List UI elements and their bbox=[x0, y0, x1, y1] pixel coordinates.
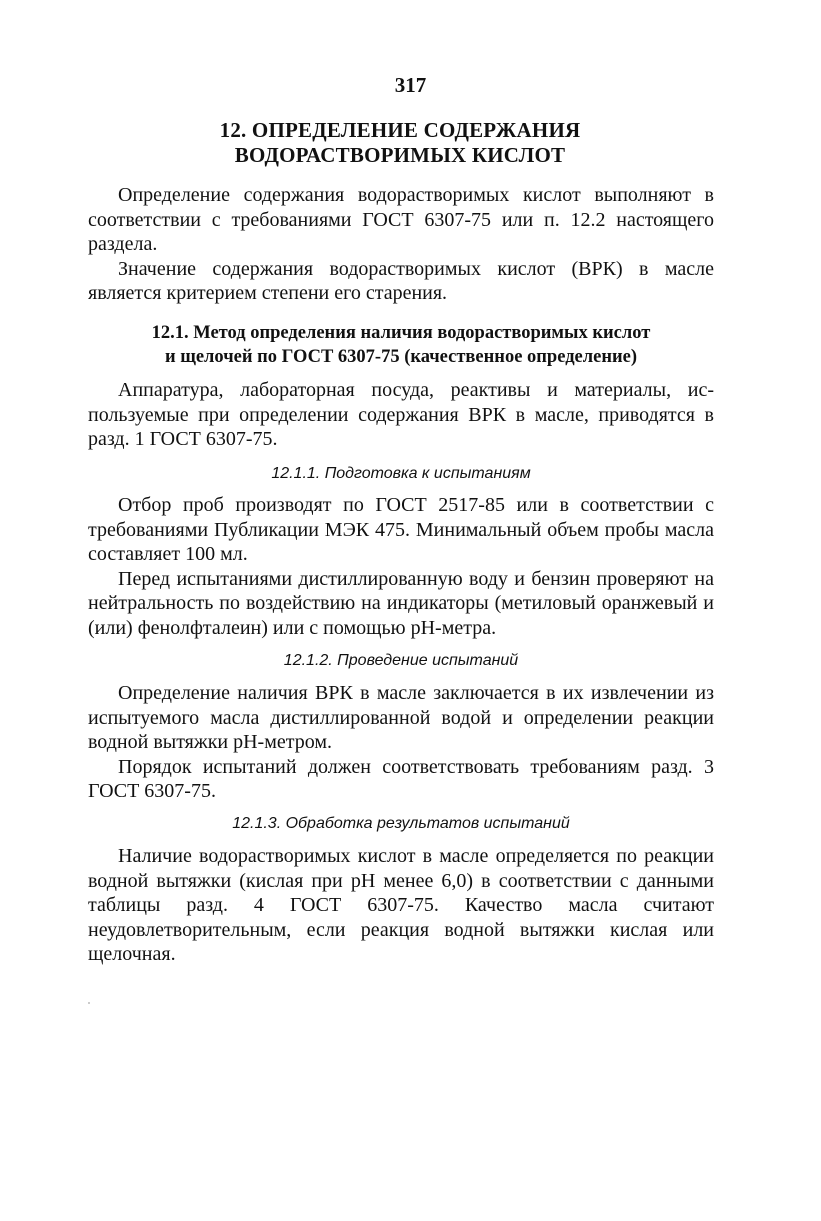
paragraph: Перед испытаниями дистиллированную воду и бензин проверяют на нейтральность по воздействию на индикаторы (метиловый оранжевый и (или) фенолфталеин) или с помощью pH-метра. bbox=[88, 567, 714, 639]
scan-speck bbox=[88, 1002, 90, 1004]
paragraph: Определение наличия ВРК в масле заключается в их извлечении из испытуемого масла дистиллированной водой и определении реакции водной вытяжки pH-метром. bbox=[88, 682, 714, 753]
paragraph: Значение содержания водорастворимых кислот (ВРК) в масле является критерием степени его старения. bbox=[88, 257, 714, 304]
chapter-title-line-1: 12. ОПРЕДЕЛЕНИЕ СОДЕРЖАНИЯ bbox=[219, 118, 581, 142]
subsection-title-12-1-2: 12.1.2. Проведение испытаний bbox=[283, 652, 519, 669]
chapter-intro bbox=[88, 183, 714, 306]
section-12-1-body bbox=[88, 378, 714, 452]
subsection-12-1-3-body bbox=[88, 844, 714, 967]
chapter-title bbox=[150, 118, 650, 168]
paragraph: Наличие водорастворимых кислот в масле определяется по реакции водной вытяжки (кислая при pH менее 6,0) в соответствии с данными таблицы разд. 4 ГОСТ 6307-75. Качество масла считают неудовлетворительным, если реакция водной вытяжки кислая или щелочная. bbox=[88, 845, 714, 965]
page-number: 317 bbox=[394, 73, 427, 97]
chapter-title-line-2: ВОДОРАСТВОРИМЫХ КИСЛОТ bbox=[234, 143, 566, 167]
subsection-title-12-1-1: 12.1.1. Подготовка к испытаниям bbox=[271, 465, 531, 482]
subsection-12-1-1-body bbox=[88, 493, 714, 640]
paragraph: Отбор проб производят по ГОСТ 2517-85 или в соответствии с требованиями Публикации МЭК 475. Минимальный объем пробы масла составляет 100 мл. bbox=[88, 494, 714, 565]
section-title-line-1: 12.1. Метод определения наличия водорастворимых кислот bbox=[151, 323, 651, 343]
paragraph: Аппаратура, лабораторная посуда, реактивы и материалы, используемые при определении содержания ВРК в масле, приводятся в разд. 1 ГОСТ 6307-75. bbox=[88, 379, 714, 450]
subsection-12-1-2-body bbox=[88, 681, 714, 804]
section-title-line-2: и щелочей по ГОСТ 6307-75 (качественное определение) bbox=[164, 347, 638, 367]
paragraph: Порядок испытаний должен соответствовать требованиям разд. 3 ГОСТ 6307-75. bbox=[88, 755, 714, 802]
paragraph: Определение содержания водорастворимых кислот выполняют в соответствии с требованиями ГОСТ 6307-75 или п. 12.2 настоящего раздела. bbox=[88, 184, 714, 255]
section-title-12-1 bbox=[88, 321, 714, 369]
subsection-title-12-1-3: 12.1.3. Обработка результатов испытаний bbox=[232, 815, 570, 832]
